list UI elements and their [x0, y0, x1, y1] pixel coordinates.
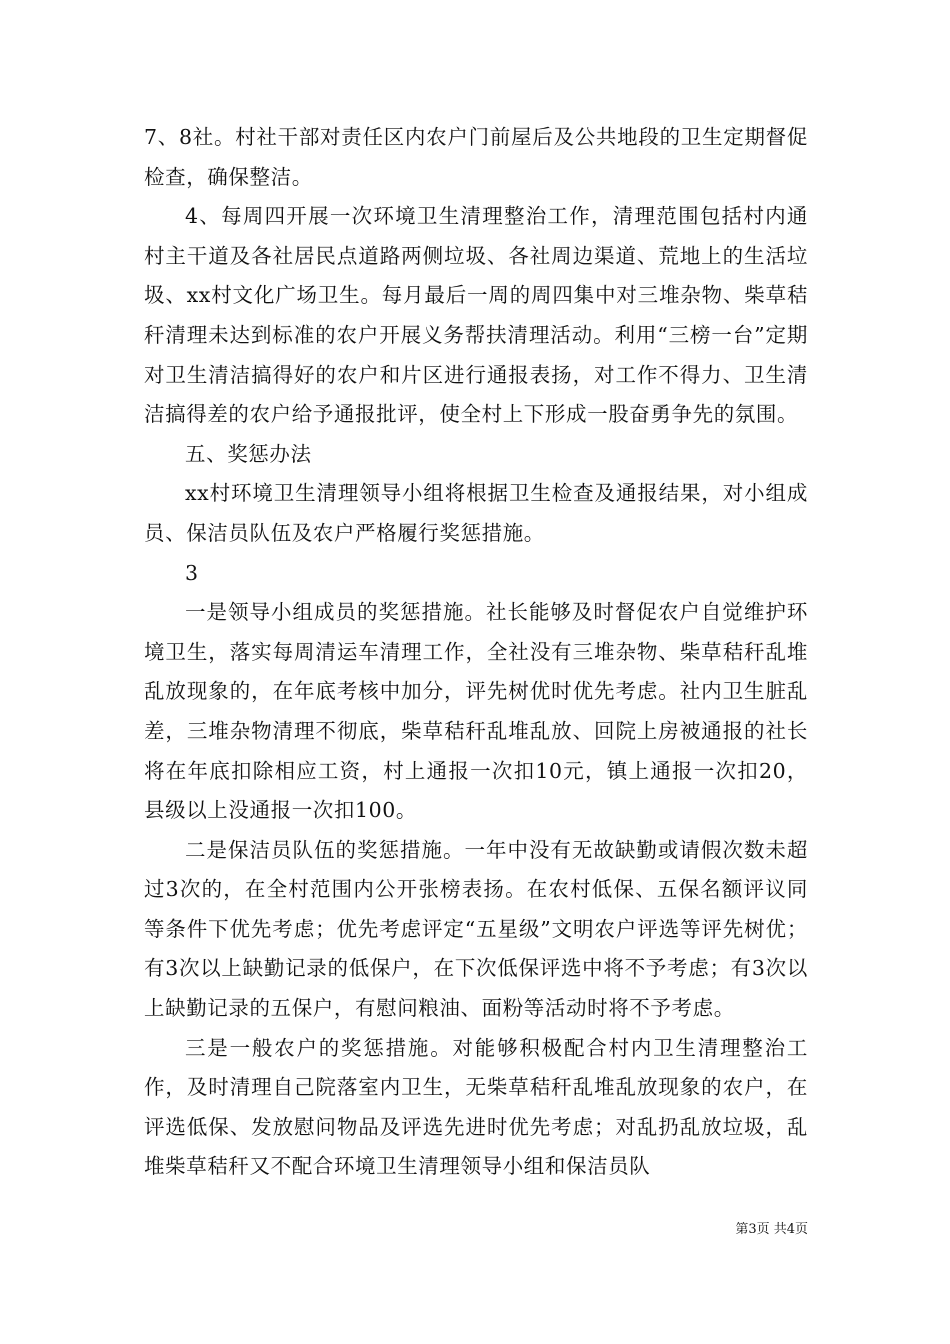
- inline-page-number: 3: [185, 560, 199, 585]
- paragraph-weekly-cleanup: 4、每周四开展一次环境卫生清理整治工作，清理范围包括村内通村主干道及各社居民点道路两侧垃圾、各社周边渠道、荒地上的生活垃圾、xx村文化广场卫生。每月最后一周的周四集中对三堆杂物、柴草秸秆清理未达到标准的农户开展义务帮扶清理活动。利用“三榜一台”定期对卫生清洁搞得好的农户和片区进行通报表扬，对工作不得力、卫生清洁搞得差的农户给予通报批评，使全村上下形成一股奋勇争先的氛围。: [144, 204, 808, 427]
- paragraph-household-measures: 三是一般农户的奖惩措施。对能够积极配合村内卫生清理整治工作，及时清理自己院落室内卫生，无柴草秸秆乱堆乱放现象的农户，在评选低保、发放慰问物品及评选先进时优先考虑；对乱扔乱放垃圾，乱堆柴草秸秆又不配合环境卫生清理领导小组和保洁员队: [144, 1035, 808, 1179]
- paragraph-rewards-intro: xx村环境卫生清理领导小组将根据卫生检查及通报结果，对小组成员、保洁员队伍及农户严格履行奖惩措施。: [144, 481, 808, 545]
- document-body: [144, 118, 808, 1187]
- paragraph-cleaner-measures: 二是保洁员队伍的奖惩措施。一年中没有无故缺勤或请假次数未超过3次的，在全村范围内公开张榜表扬。在农村低保、五保名额评议同等条件下优先考虑；优先考虑评定“五星级”文明农户评选等评先树优；有3次以上缺勤记录的低保户，在下次低保评选中将不予考虑；有3次以上缺勤记录的五保户，有慰问粮油、面粉等活动时将不予考虑。: [144, 837, 808, 1021]
- page-footer: 第3页 共4页: [735, 1222, 808, 1237]
- section-heading-rewards: 五、奖惩办法: [185, 441, 312, 466]
- paragraph-continued: 7、8社。村社干部对责任区内农户门前屋后及公共地段的卫生定期督促检查，确保整洁。: [144, 125, 808, 189]
- paragraph-leader-measures: 一是领导小组成员的奖惩措施。社长能够及时督促农户自觉维护环境卫生，落实每周清运车清理工作，全社没有三堆杂物、柴草秸秆乱堆乱放现象的，在年底考核中加分，评先树优时优先考虑。社内卫生脏乱差，三堆杂物清理不彻底，柴草秸秆乱堆乱放、回院上房被通报的社长将在年底扣除相应工资，村上通报一次扣10元，镇上通报一次扣20，县级以上没通报一次扣100。: [144, 600, 808, 823]
